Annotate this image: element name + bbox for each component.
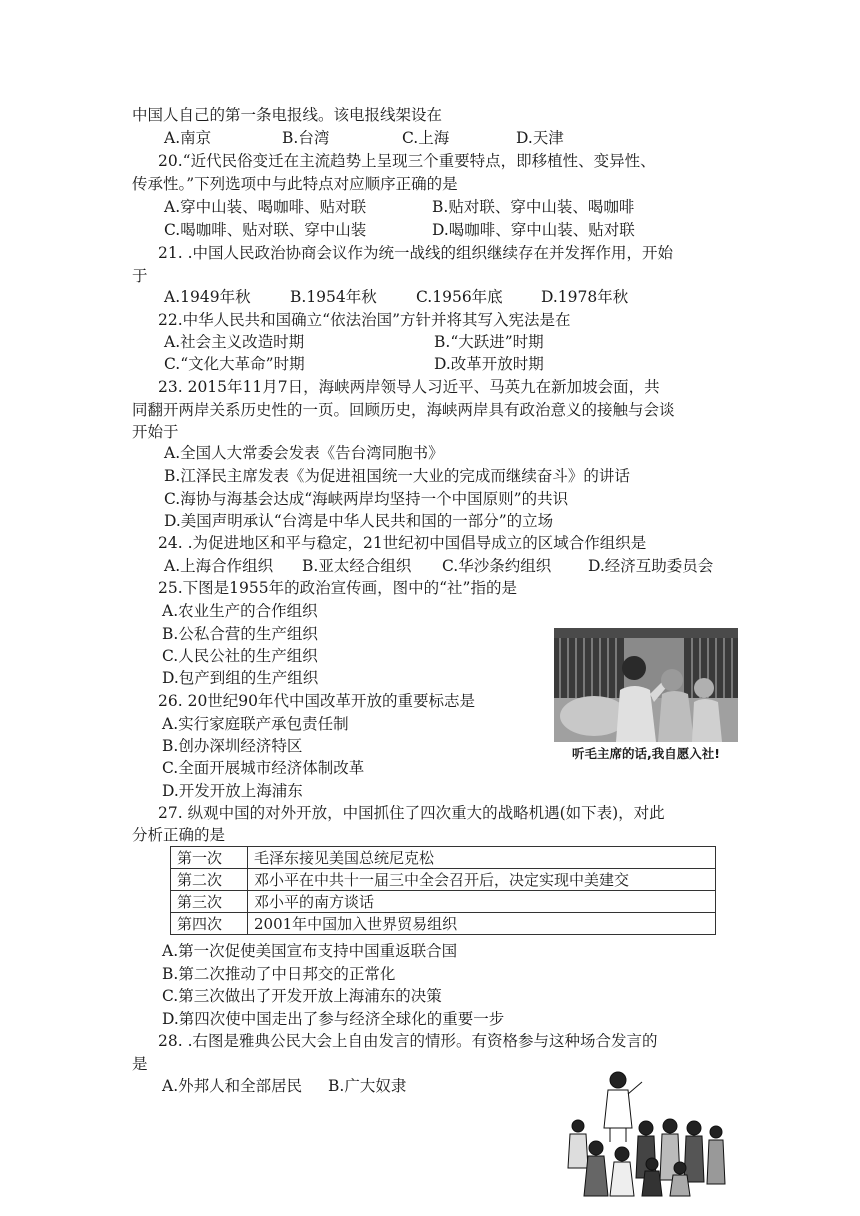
q25-option-b[interactable]: B.公私合营的生产组织 xyxy=(162,625,318,643)
q28-option-a[interactable]: A.外邦人和全部居民 xyxy=(162,1077,303,1095)
q20-option-d[interactable]: D.喝咖啡、穿中山装、贴对联 xyxy=(432,221,635,239)
q25-stem: 25.下图是1955年的政治宣传画，图中的“社”指的是 xyxy=(158,579,517,597)
q21-option-a[interactable]: A.1949年秋 xyxy=(164,288,251,306)
table-row xyxy=(171,913,716,935)
q23-stem: 23. 2015年11月7日，海峡两岸领导人习近平、马英九在新加坡会面，共 xyxy=(158,378,660,396)
q26-option-c[interactable]: C.全面开展城市经济体制改革 xyxy=(162,759,365,777)
q21-option-b[interactable]: B.1954年秋 xyxy=(290,288,377,306)
q27-option-a[interactable]: A.第一次促使美国宣布支持中国重返联合国 xyxy=(162,942,458,960)
q20-stem-cont: 传承性。”下列选项中与此特点对应顺序正确的是 xyxy=(132,175,458,193)
q25-option-a[interactable]: A.农业生产的合作组织 xyxy=(162,602,318,620)
table-row xyxy=(171,847,716,869)
q21-option-d[interactable]: D.1978年秋 xyxy=(541,288,629,306)
q23-stem-cont1: 同翻开两岸关系历史性的一页。回顾历史，海峡两岸具有政治意义的接触与会谈 xyxy=(132,401,675,419)
q22-option-b[interactable]: B.“大跃进”时期 xyxy=(434,333,544,351)
q27-option-d[interactable]: D.第四次使中国走出了参与经济全球化的重要一步 xyxy=(162,1010,505,1028)
q22-option-d[interactable]: D.改革开放时期 xyxy=(434,355,544,373)
table-row xyxy=(171,891,716,913)
q19-option-b[interactable]: B.台湾 xyxy=(282,129,330,147)
q27-option-c[interactable]: C.第三次做出了开发开放上海浦东的决策 xyxy=(162,987,442,1005)
q24-option-a[interactable]: A.上海合作组织 xyxy=(164,557,274,575)
table-cell: 2001年中国加入世界贸易组织 xyxy=(248,913,716,935)
athens-assembly-image xyxy=(556,1068,738,1198)
assembly-illustration xyxy=(556,1068,738,1198)
opportunity-table xyxy=(170,846,716,935)
q27-stem-cont: 分析正确的是 xyxy=(132,826,226,844)
table-cell: 第三次 xyxy=(171,891,248,913)
q28-stem: 28. .右图是雅典公民大会上自由发言的情形。有资格参与这种场合发言的 xyxy=(158,1032,658,1050)
q28-stem-cont: 是 xyxy=(132,1055,148,1073)
q28-option-b[interactable]: B.广大奴隶 xyxy=(328,1077,407,1095)
q22-stem: 22.中华人民共和国确立“依法治国”方针并将其写入宪法是在 xyxy=(158,311,571,329)
q23-option-b[interactable]: B.江泽民主席发表《为促进祖国统一大业的完成而继续奋斗》的讲话 xyxy=(164,467,630,485)
table-cell: 邓小平在中共十一届三中全会召开后，决定实现中美建交 xyxy=(248,869,716,891)
q26-stem: 26. 20世纪90年代中国改革开放的重要标志是 xyxy=(158,692,476,710)
table-cell: 第二次 xyxy=(171,869,248,891)
q21-option-c[interactable]: C.1956年底 xyxy=(416,288,503,306)
poster-caption: 听毛主席的话,我自愿入社! xyxy=(572,746,720,761)
q19-option-c[interactable]: C.上海 xyxy=(402,129,450,147)
table-cell: 毛泽东接见美国总统尼克松 xyxy=(248,847,716,869)
q27-stem: 27. 纵观中国的对外开放，中国抓住了四次重大的战略机遇(如下表)，对此 xyxy=(158,804,665,822)
table-cell: 第一次 xyxy=(171,847,248,869)
propaganda-poster-image xyxy=(554,628,738,768)
q22-option-a[interactable]: A.社会主义改造时期 xyxy=(164,333,305,351)
q24-stem: 24. .为促进地区和平与稳定，21世纪初中国倡导成立的区域合作组织是 xyxy=(158,534,647,552)
q20-stem: 20.“近代民俗变迁在主流趋势上呈现三个重要特点，即移植性、变异性、 xyxy=(158,152,656,170)
q19-stem-end: 中国人自己的第一条电报线。该电报线架设在 xyxy=(132,106,443,124)
q21-stem: 21. .中国人民政治协商会议作为统一战线的组织继续存在并发挥作用，开始 xyxy=(158,244,674,262)
q20-option-b[interactable]: B.贴对联、穿中山装、喝咖啡 xyxy=(432,198,635,216)
q23-option-c[interactable]: C.海协与海基会达成“海峡两岸均坚持一个中国原则”的共识 xyxy=(164,490,569,508)
q23-option-a[interactable]: A.全国人大常委会发表《告台湾同胞书》 xyxy=(164,444,444,462)
q19-option-d[interactable]: D.天津 xyxy=(516,129,564,147)
q24-option-d[interactable]: D.经济互助委员会 xyxy=(588,557,714,575)
q22-option-c[interactable]: C.“文化大革命”时期 xyxy=(164,355,305,373)
table-row xyxy=(171,869,716,891)
q26-option-b[interactable]: B.创办深圳经济特区 xyxy=(162,737,303,755)
q24-option-b[interactable]: B.亚太经合组织 xyxy=(302,557,412,575)
poster-scene xyxy=(554,628,738,742)
q20-option-a[interactable]: A.穿中山装、喝咖啡、贴对联 xyxy=(164,198,367,216)
q26-option-a[interactable]: A.实行家庭联产承包责任制 xyxy=(162,715,349,733)
q27-option-b[interactable]: B.第二次推动了中日邦交的正常化 xyxy=(162,965,396,983)
poster-illustration xyxy=(554,628,738,742)
q21-stem-cont: 于 xyxy=(132,267,148,285)
q19-option-a[interactable]: A.南京 xyxy=(164,129,212,147)
table-cell: 邓小平的南方谈话 xyxy=(248,891,716,913)
q26-option-d[interactable]: D.开发开放上海浦东 xyxy=(162,782,303,800)
q24-option-c[interactable]: C.华沙条约组织 xyxy=(442,557,552,575)
table-cell: 第四次 xyxy=(171,913,248,935)
q23-option-d[interactable]: D.美国声明承认“台湾是中华人民共和国的一部分”的立场 xyxy=(164,512,554,530)
q25-option-c[interactable]: C.人民公社的生产组织 xyxy=(162,647,318,665)
q23-stem-cont2: 开始于 xyxy=(132,423,179,441)
q20-option-c[interactable]: C.喝咖啡、贴对联、穿中山装 xyxy=(164,221,367,239)
q25-option-d[interactable]: D.包产到组的生产组织 xyxy=(162,669,319,687)
